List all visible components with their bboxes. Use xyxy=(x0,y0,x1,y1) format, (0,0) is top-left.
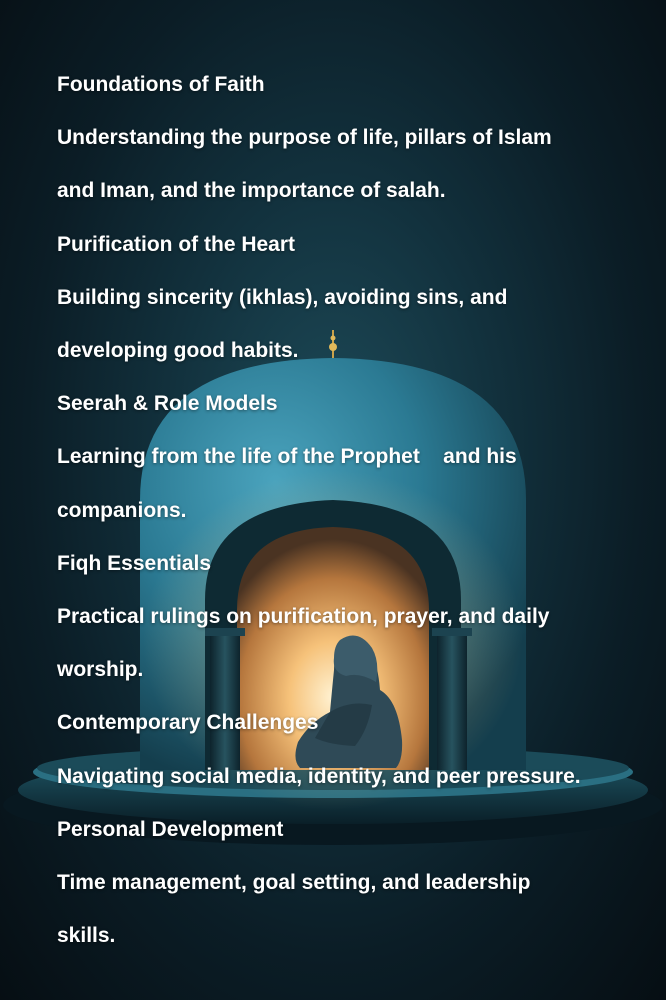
section-title: Contemporary Challenges xyxy=(57,711,319,735)
section-description: Navigating social media, identity, and peer pressure. xyxy=(57,764,581,788)
section-description: Building sincerity (ikhlas), avoiding sins, and xyxy=(57,285,508,309)
section-title: Personal Development xyxy=(57,817,284,841)
section-title: Foundations of Faith xyxy=(57,73,265,96)
topics-list xyxy=(57,58,657,962)
section-title: Seerah & Role Models xyxy=(57,392,278,416)
section-description: skills. xyxy=(57,924,116,948)
section-description: developing good habits. xyxy=(57,339,299,363)
section-title: Purification of the Heart xyxy=(57,232,296,256)
section-description: worship. xyxy=(57,658,144,682)
section-description: Learning from the life of the Prophet and his xyxy=(57,445,517,469)
section-title: Fiqh Essentials xyxy=(57,551,212,575)
section-description: Practical rulings on purification, prayer, and daily xyxy=(57,605,550,629)
section-description: and Iman, and the importance of salah. xyxy=(57,179,446,203)
section-description: Time management, goal setting, and leadership xyxy=(57,871,531,895)
section-description: companions. xyxy=(57,498,187,522)
section-description: Understanding the purpose of life, pillars of Islam xyxy=(57,126,552,150)
